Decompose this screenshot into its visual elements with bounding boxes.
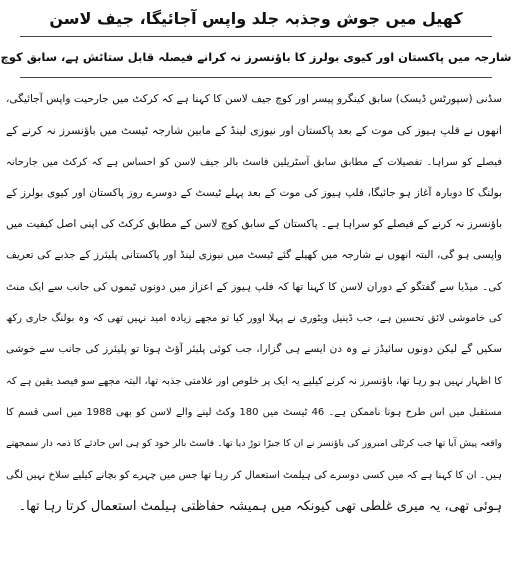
subheadline-divider xyxy=(20,77,492,78)
subheadline: شارجہ میں پاکستان اور کیوی بولرز کا باؤنسرز نہ کرانے فیصلہ قابل ستائش ہے، سابق کوچ xyxy=(0,50,512,64)
article-line: سکیں گے لیکن دونوں سائیڈز نے وہ دن ایسے ہی گزارا، جب کوئی پلیئر آؤٹ ہوتا تو پلیئرز کی جانب سے خوشی xyxy=(6,343,502,356)
article-line: سڈنی (سپورٹس ڈیسک) سابق کینگرو پیسر اور کوچ جیف لاسن کا کہنا ہے کہ کرکٹ میں جارحیت واپس آجائیگی، xyxy=(6,93,502,105)
article-line: ہوئی تھی، یہ میری غلطی تھی کیونکہ میں ہمیشہ حفاظتی ہیلمٹ استعمال کرتا رہا تھا۔ xyxy=(18,498,502,514)
headline-divider xyxy=(20,36,492,37)
article-line: باؤنسرز نہ کرنے کے فیصلے کو سراہا ہے۔ پاکستان کے سابق کوچ لاسن کے مطابق کرکٹ کی اپنی اصل کیفیت میں xyxy=(6,218,502,231)
article-line: انھوں نے فلپ ہیوز کی موت کے بعد پاکستان اور نیوزی لینڈ کے مابین شارجہ ٹیسٹ میں باؤنسرز نہ کرنے کے xyxy=(6,124,502,138)
headline: کھیل میں جوش وجذبہ جلد واپس آجائیگا، جیف لاسن xyxy=(49,9,463,28)
article-line: کا اظہار نہیں ہو رہا تھا، باؤنسرز نہ کرنے کیلیے یہ ایک پر خلوص اور علامتی جذبہ تھا، البتہ مجھے سو فیصد یقین ہے کہ xyxy=(6,375,502,387)
article-line: ہیں۔ ان کا کہنا ہے کہ میں کسی دوسرے کی ہیلمٹ استعمال کر رہا تھا جس میں چہرے کو بچانے کیلیے سلاخ نہیں لگی xyxy=(6,469,502,481)
article-line: واپسی ہو گی، البتہ انھوں نے شارجہ میں کھیلے گئے ٹیسٹ میں نیوزی لینڈ اور پاکستانی پلیئرز کے جذبے کی تعریف xyxy=(6,249,502,262)
article-line: مستقبل میں اس طرح ہونا ناممکن ہے۔ 46 ٹیسٹ میں 180 وکٹ لینے والے لاسن کو بھی 1988 میں اسی قسم کا xyxy=(6,406,502,418)
article-line: کی۔ میڈیا سے گفتگو کے دوران لاسن کا کہنا تھا کہ فلپ ہیوز کے اعزاز میں دونوں ٹیموں کی جانب سے ایک منٹ xyxy=(6,280,502,293)
article-line: واقعہ پیش آیا تھا جب کرٹلی امبروز کی باؤنسر نے ان کا جبڑا توڑ دیا تھا۔ فاسٹ بالر خود کو ہی اس حادثے کا ذمہ دار سمجھتے xyxy=(6,438,502,450)
article-line: کی خاموشی لائق تحسین ہے، جب ڈینیل ویٹوری نے پہلا اوور کیا تو مجھے زیادہ امید نہیں تھی کہ وہ بولنگ جاری رکھ xyxy=(6,313,502,325)
article-line: بولنگ کا دوبارہ آغاز ہو جائیگا، فلپ ہیوز کی موت کے بعد پہلے ٹیسٹ کے دوسرے روز پاکستان اور کیوی بولرز کے xyxy=(6,186,502,199)
article-body xyxy=(6,84,502,522)
article-line: فیصلے کو سراہا۔ تفصیلات کے مطابق سابق آسٹریلین فاسٹ بالر جیف لاسن کو احساس ہے کہ کرکٹ میں جارحانہ xyxy=(6,156,502,168)
